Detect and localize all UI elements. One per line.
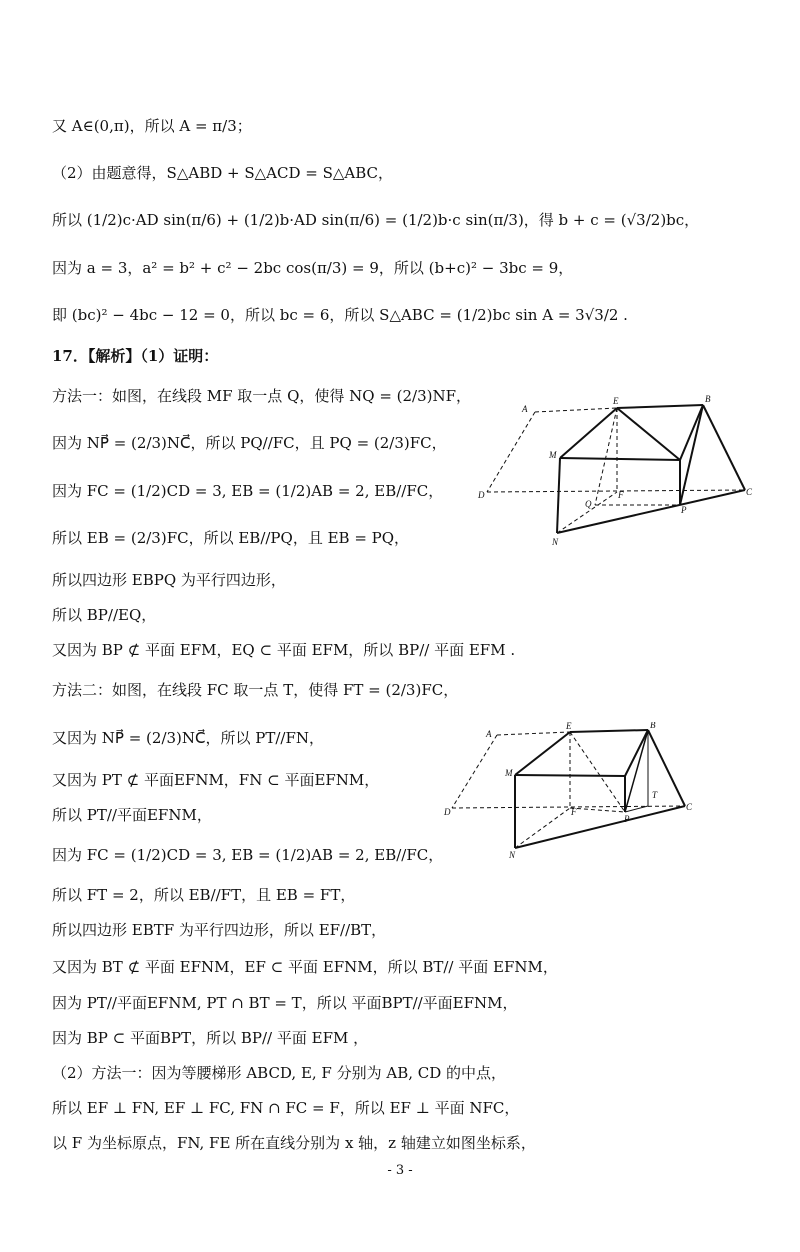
label-Q: Q [585, 499, 592, 509]
figure-method-two [440, 722, 700, 862]
label-E: E [613, 396, 619, 406]
section-heading-17: 17．【解析】（1）证明： [52, 347, 219, 365]
text-line-11: 所以四边形 EBPQ 为平行四边形， [52, 571, 286, 589]
text-line-19: 所以 FT = 2，所以 EB//FT，且 EB = FT， [52, 886, 356, 904]
label-E-2: E [566, 722, 572, 731]
label-C-2: C [686, 802, 693, 812]
text-line-15: 又因为 NP⃗ = (2/3)NC⃗，所以 PT//FN， [52, 729, 324, 747]
label-T-2: T [652, 790, 658, 800]
label-B: B [705, 395, 711, 404]
figure-method-one [475, 395, 775, 555]
label-A-2: A [486, 729, 492, 739]
text-line-23: 因为 BP ⊂ 平面BPT，所以 BP// 平面 EFM ， [52, 1029, 369, 1047]
label-F-2: F [571, 807, 577, 817]
text-line-12: 所以 BP//EQ， [52, 606, 157, 624]
text-line-2: （2）由题意得，S△ABD + S△ACD = S△ABC， [52, 164, 394, 182]
label-D: D [478, 490, 485, 500]
text-line-26: 以 F 为坐标原点，FN, FE 所在直线分别为 x 轴，z 轴建立如图坐标系， [52, 1134, 536, 1152]
label-P-2: P [624, 814, 630, 824]
text-line-5: 即 (bc)² − 4bc − 12 = 0，所以 bc = 6，所以 S△ABC = (1/2)bc sin A = 3√3/2 . [52, 306, 628, 324]
text-line-20: 所以四边形 EBTF 为平行四边形，所以 EF//BT， [52, 921, 387, 939]
text-line-25: 所以 EF ⊥ FN, EF ⊥ FC, FN ∩ FC = F，所以 EF ⊥ 平面 NFC， [52, 1099, 520, 1117]
text-line-24: （2）方法一：因为等腰梯形 ABCD, E, F 分别为 AB, CD 的中点， [52, 1064, 507, 1082]
label-P: P [681, 505, 687, 515]
text-line-9: 因为 FC = (1/2)CD = 3, EB = (1/2)AB = 2, EB//FC， [52, 482, 444, 500]
label-D-2: D [444, 807, 451, 817]
text-line-17: 所以 PT//平面EFNM， [52, 806, 212, 824]
label-F: F [618, 490, 624, 500]
text-line-16: 又因为 PT ⊄ 平面EFNM，FN ⊂ 平面EFNM， [52, 771, 380, 789]
text-line-21: 又因为 BT ⊄ 平面 EFNM，EF ⊂ 平面 EFNM，所以 BT// 平面 EFNM， [52, 958, 558, 976]
label-N-2: N [509, 850, 516, 860]
text-line-10: 所以 EB = (2/3)FC，所以 EB//PQ，且 EB = PQ， [52, 529, 410, 547]
text-line-3: 所以 (1/2)c·AD sin(π/6) + (1/2)b·AD sin(π/6) = (1/2)b·c sin(π/3)，得 b + c = (√3/2)bc， [52, 211, 700, 229]
text-line-18: 因为 FC = (1/2)CD = 3, EB = (1/2)AB = 2, EB//FC， [52, 846, 444, 864]
text-line-1: 又 A∈(0,π)，所以 A = π/3； [52, 117, 252, 135]
label-N: N [552, 537, 559, 547]
label-A: A [522, 404, 528, 414]
text-line-13: 又因为 BP ⊄ 平面 EFM，EQ ⊂ 平面 EFM，所以 BP// 平面 EFM . [52, 641, 516, 659]
text-line-4: 因为 a = 3，a² = b² + c² − 2bc cos(π/3) = 9，所以 (b+c)² − 3bc = 9， [52, 259, 574, 277]
page-number: - 3 - [387, 1163, 413, 1178]
label-C: C [746, 487, 753, 497]
label-B-2: B [650, 722, 656, 730]
text-line-8: 因为 NP⃗ = (2/3)NC⃗，所以 PQ//FC，且 PQ = (2/3)FC， [52, 434, 447, 452]
text-line-7: 方法一：如图，在线段 MF 取一点 Q，使得 NQ = (2/3)NF， [52, 387, 472, 405]
label-M-2: M [505, 768, 513, 778]
text-line-14: 方法二：如图，在线段 FC 取一点 T，使得 FT = (2/3)FC， [52, 681, 459, 699]
text-line-22: 因为 PT//平面EFNM, PT ∩ BT = T，所以 平面BPT//平面EFNM， [52, 994, 518, 1012]
label-M: M [549, 450, 557, 460]
